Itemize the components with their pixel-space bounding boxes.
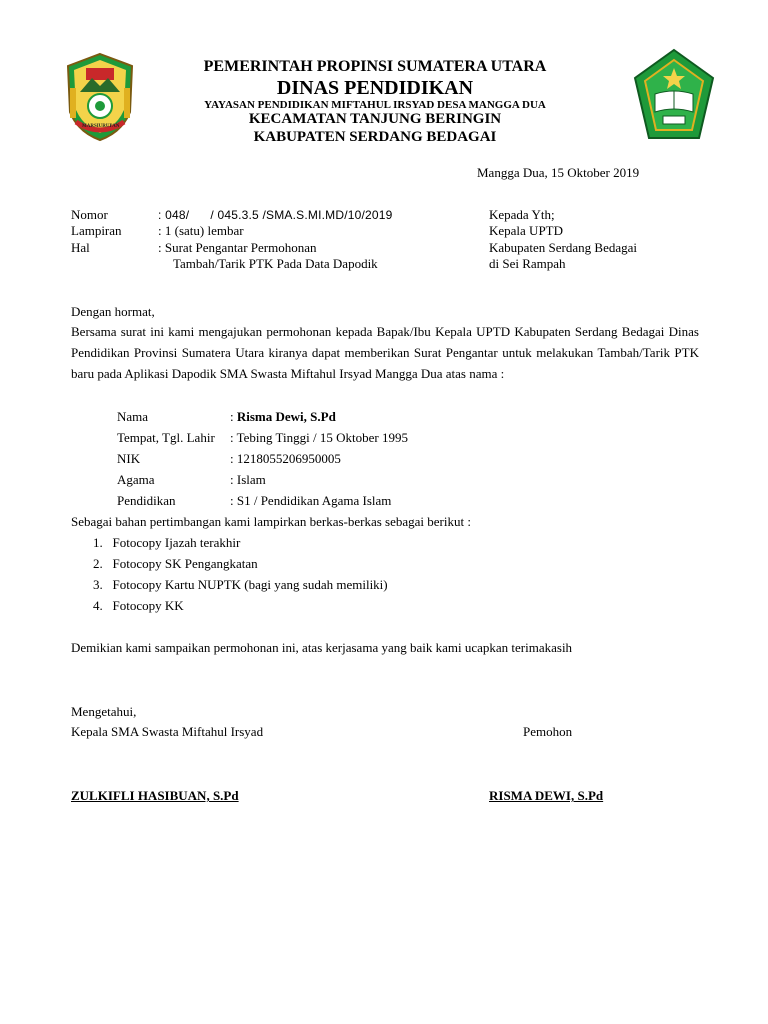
nama-label: Nama: [117, 409, 149, 424]
greeting: Dengan hormat,: [71, 304, 155, 319]
letterhead-line-4: KECAMATAN TANJUNG BERINGIN: [248, 111, 502, 127]
pendidikan-label: Pendidikan: [117, 493, 176, 508]
province-emblem-icon: [62, 52, 138, 144]
recipient-line-3: Kabupaten Serdang Bedagai: [489, 240, 638, 255]
recipient-line-1: Kepada Yth;: [489, 207, 555, 222]
list-item: 1. Fotocopy Ijazah terakhir: [93, 535, 241, 550]
ttl-label: Tempat, Tgl. Lahir: [117, 430, 215, 445]
ttl-value: : Tebing Tinggi / 15 Oktober 1995: [230, 430, 408, 445]
hal-value-1: : Surat Pengantar Permohonan: [158, 240, 317, 255]
lampiran-label: Lampiran: [71, 223, 122, 238]
nik-value: : 1218055206950005: [230, 451, 341, 466]
nomor-label: Nomor: [71, 207, 108, 222]
agama-value: : Islam: [230, 472, 266, 487]
mengetahui-text: Mengetahui,: [71, 704, 137, 719]
hal-label: Hal: [71, 240, 90, 255]
list-item: 3. Fotocopy Kartu NUPTK (bagi yang sudah memiliki): [93, 577, 388, 592]
pendidikan-value: : S1 / Pendidikan Agama Islam: [230, 493, 392, 508]
recipient-line-4: di Sei Rampah: [489, 256, 566, 271]
foundation-logo-icon: [633, 48, 715, 142]
intro-paragraph: Bersama surat ini kami mengajukan permohonan kepada Bapak/Ibu Kepala UPTD Kabupaten Serdang Bedagai Dinas Pendidikan Provinsi Sumatera Utara kiranya dapat memberikan Surat Pengantar untuk melakukan Tambah/Tarik PTK baru pada Aplikasi Dapodik SMA Swasta Miftahul Irsyad Mangga Dua atas nama :: [71, 324, 699, 381]
list-item: 2. Fotocopy SK Pengangkatan: [93, 556, 258, 571]
letter-date: Mangga Dua, 15 Oktober 2019: [477, 165, 640, 180]
nik-label: NIK: [117, 451, 141, 466]
list-item: 4. Fotocopy KK: [93, 598, 184, 613]
hal-value-2: Tambah/Tarik PTK Pada Data Dapodik: [173, 256, 378, 271]
province-emblem-text: MARSIURUPAN: [82, 124, 120, 129]
letterhead-line-1: PEMERINTAH PROPINSI SUMATERA UTARA: [203, 58, 547, 75]
lampiran-value: : 1 (satu) lembar: [158, 223, 244, 238]
letterhead-line-2: DINAS PENDIDIKAN: [276, 77, 474, 99]
closing-text: Demikian kami sampaikan permohonan ini, atas kerjasama yang baik kami ucapkan terimakasih: [71, 640, 573, 655]
recipient-line-2: Kepala UPTD: [489, 223, 564, 238]
nomor-value: : 048/ / 045.3.5 /SMA.S.MI.MD/10/2019: [158, 208, 393, 222]
pemohon-name: RISMA DEWI, S.Pd: [489, 788, 604, 803]
kepala-name: ZULKIFLI HASIBUAN, S.Pd: [71, 788, 239, 803]
agama-label: Agama: [117, 472, 155, 487]
letterhead-line-5: KABUPATEN SERDANG BEDAGAI: [253, 129, 497, 145]
letterhead-line-3: YAYASAN PENDIDIKAN MIFTAHUL IRSYAD DESA MANGGA DUA: [204, 99, 546, 111]
pemohon-title: Pemohon: [523, 724, 573, 739]
kepala-title: Kepala SMA Swasta Miftahul Irsyad: [71, 724, 264, 739]
consider-text: Sebagai bahan pertimbangan kami lampirkan berkas-berkas sebagai berikut :: [71, 514, 471, 529]
nama-value: : Risma Dewi, S.Pd: [230, 409, 336, 424]
